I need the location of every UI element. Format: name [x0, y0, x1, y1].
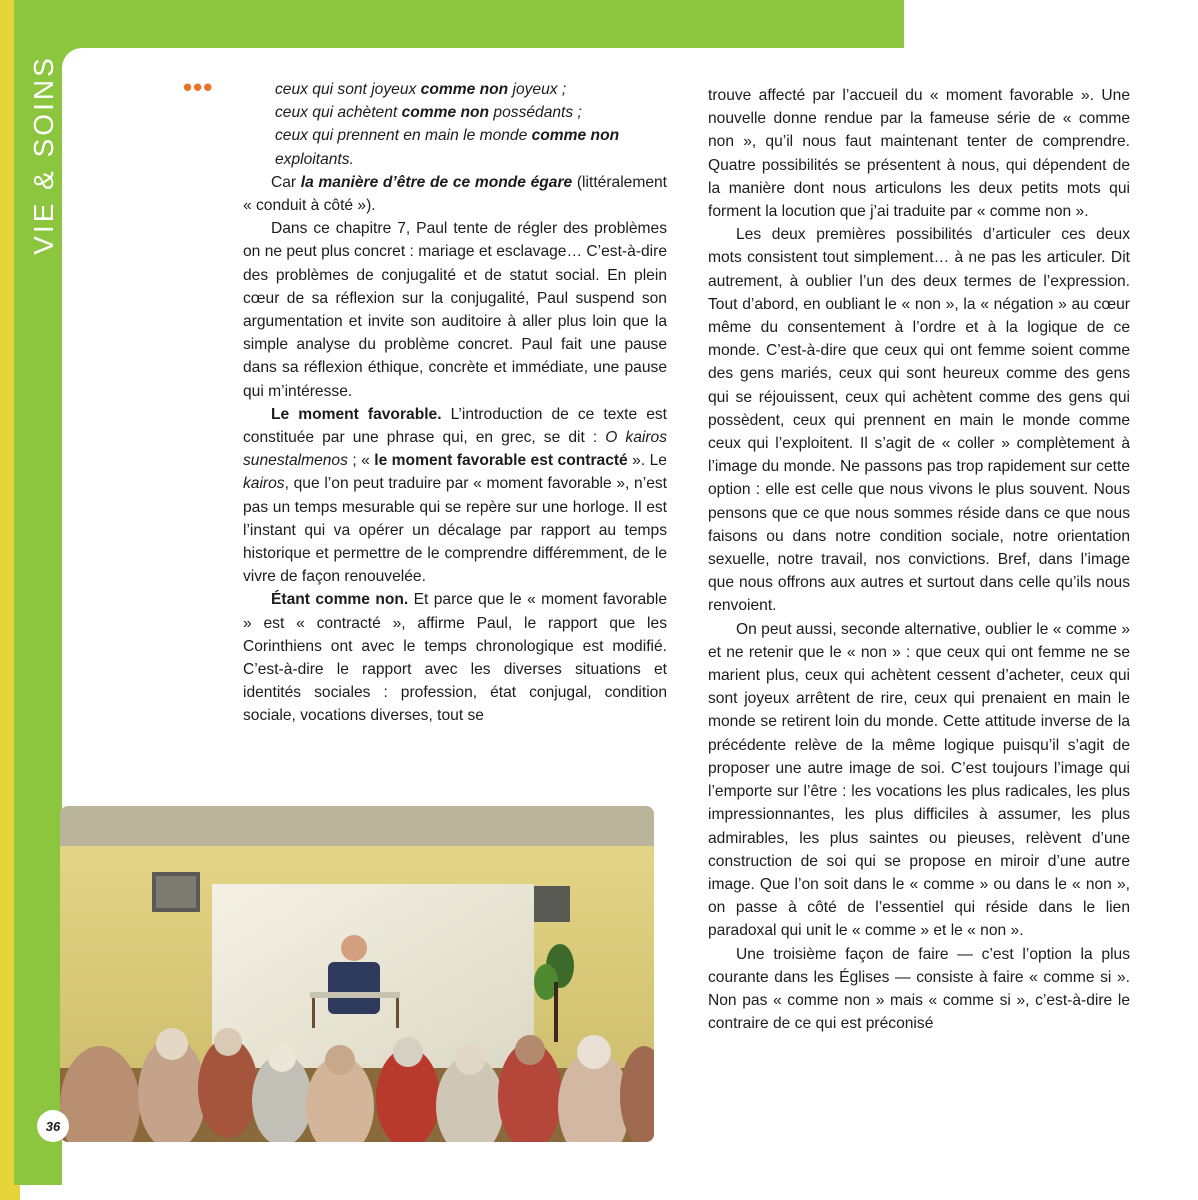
paragraph-chapitre-7: Dans ce chapitre 7, Paul tente de régler des problèmes on ne peut plus concret : mariage et esclavage… C’est-à-dire des problèmes de conjugalité et de statut social. En plein cœur de sa réflexion sur la conjugalité, Paul suspend son argumentation et invite son auditoire à aller plus loin que la simple analyse du problème concret. Paul fait une pause dans sa réflexion éthique, concrète et immédiate, une pause qui m’intéresse. — [243, 220, 667, 400]
verse-line-1: ceux qui sont joyeux comme non joyeux ; — [275, 81, 567, 98]
verse-line-2: ceux qui achètent comme non possédants ; — [275, 104, 582, 122]
paragraph-premieres-possibilites: Les deux premières possibilités d’articuler ces deux mots consistent tout simplement… à ne pas les articuler. Dit autrement, à oublier l’un des deux termes de l’expression. Tout d’abord, en oubliant le « non », la « négation » au cœur même du consentement à l’ordre et à la logique de ce monde. C’est-à-dire que ceux qui ont femme soient comme des gens mariés, ceux qui sont heureux comme des gens qui se réjouissent, ceux qui achètent comme des gens qui possèdent, ceux qui prennent en main le monde comme ceux qui l’exploitent. Il s’agit de « coller » complètement à l’image du monde. Ne passons pas trop rapidement sur cette option : elle est celle que nous vivons le plus souvent. Nous pensons que ce que nous sommes réside dans ce que nous faisons ou dans notre condition sociale, notre orientation sexuelle, notre travail, nos convictions. Bref, dans l’image que nous offrons aux autres et surtout dans celle qu’ils nous renvoient. — [708, 226, 1130, 615]
subheading-moment-favorable: Le moment favorable. — [271, 405, 442, 423]
section-label-text: VIE & SOINS — [28, 55, 59, 255]
paragraph-continuation: trouve affecté par l’accueil du « moment favorable ». Une nouvelle donne rendue par la fameuse série de « comme non », qu’il nous faut maintenant tenter de comprendre. Quatre possibilités se présentent à nous, qui dépendent de la manière dont nous articulons les deux petits mots qui forment la locution que j’ai traduite par « comme non ». — [708, 87, 1130, 221]
car-paragraph: Car la manière d’être de ce monde égare (littéralement « conduit à côté »). — [243, 173, 667, 215]
page-number: 36 — [37, 1110, 69, 1142]
paragraph-moment-favorable: Le moment favorable. L’introduction de ce texte est constituée par une phrase qui, en grec, se dit : O kairos sunestalmenos ; « le moment favorable est contracté ». Le kairos, que l’on peut traduire par « moment favorable », n’est pas un temps mesurable qui se repère sur une horloge. Il est l’instant qui va opérer un décalage par rapport au temps historique et permettre de le comprendre différemment, de le vivre de façon renouvelée. — [243, 405, 667, 586]
paragraph-etant-comme-non: Étant comme non. Et parce que le « moment favorable » est « contracté », affirme Paul, le rapport que les Corinthiens ont avec le temps chronologique est modifié. C’est-à-dire le rapport avec les diverses situations et identités sociales : profession, état conjugal, condition sociale, vocations diverses, tout se — [243, 591, 667, 725]
paragraph-seconde-alternative: On peut aussi, seconde alternative, oublier le « comme » et ne retenir que le « non » : que ceux qui ont femme ne se marient plus, ceux qui achètent cessent d’acheter, ceux qui sont joyeux arrêtent de rire, ceux qui prenaient en main le monde se retirent loin du monde. Cette attitude inverse de la précédente relève de la même logique puisqu’il s’agit de proposer une autre image de soi. C’est toujours l’image qui l’emporte sur l’être : les vocations les plus radicales, les plus impressionnantes, les plus difficiles à assumer, les plus admirables, les plus saintes ou pieuses, relèvent d’une construction de soi qui se propose en miroir d’une autre image. Que l’on soit dans le « comme » ou dans le « non », on passe à côté de l’essentiel qui réside dans le lien paradoxal qui unit le « comme » et le « non ». — [708, 620, 1130, 940]
section-label — [26, 40, 62, 270]
subheading-etant-comme-non: Étant comme non. — [271, 591, 409, 609]
verse-line-3: ceux qui prennent en main le monde comme non exploitants. — [275, 127, 620, 168]
paragraph-troisieme-facon: Une troisième façon de faire — c’est l’option la plus courante dans les Églises — consiste à faire « comme si ». Non pas « comme non » mais « comme si », c’est-à-dire le contraire de ce qui est préconisé — [708, 945, 1130, 1033]
ornament-dots: ••• — [183, 72, 214, 102]
conference-photo — [60, 806, 654, 1142]
column-left — [243, 78, 667, 728]
column-right — [708, 84, 1130, 1035]
